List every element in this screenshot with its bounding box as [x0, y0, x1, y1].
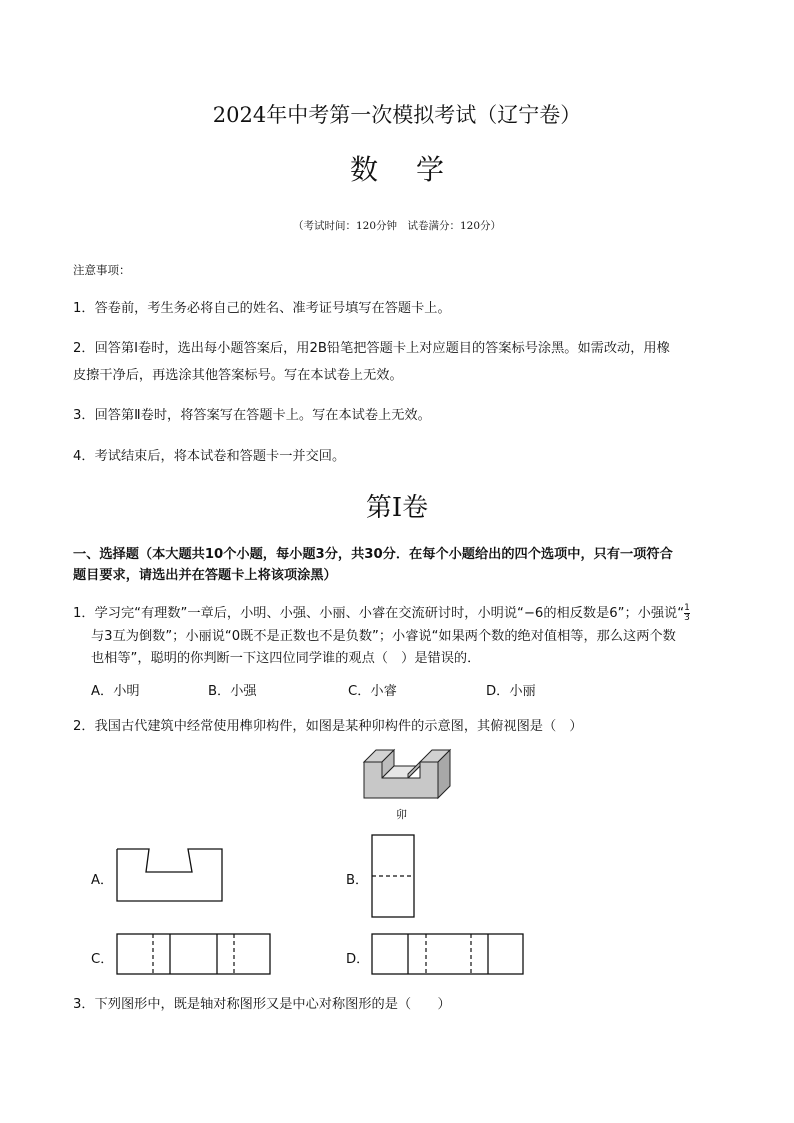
q1-option-c[interactable]: C．小睿: [348, 684, 397, 699]
notice-item-3: 3．回答第Ⅱ卷时，将答案写在答题卡上。写在本试卷上无效。: [73, 408, 431, 423]
q2-option-b-figure[interactable]: [371, 834, 417, 920]
exam-info: （考试时间：120分钟 试卷满分：120分）: [292, 220, 502, 232]
q2-option-d-figure[interactable]: [371, 933, 527, 977]
q1-frac-den: 3: [684, 612, 690, 623]
q2-option-a-label[interactable]: A．: [91, 873, 114, 888]
q3-stem: 3．下列图形中，既是轴对称图形又是中心对称图形的是（ ）: [73, 997, 451, 1012]
volume-title: 第Ⅰ卷: [365, 493, 429, 523]
q2-stem: 2．我国古代建筑中经常使用榫卯构件，如图是某种卯构件的示意图，其俯视图是（ ）: [73, 719, 583, 734]
section1-heading: 一、选择题（本大题共10个小题，每小题3分，共30分．在每个小题给出的四个选项中，只有一项符合: [73, 547, 673, 562]
q1-line1-text: 1．学习完“有理数”一章后，小明、小强、小丽、小睿在交流研讨时，小明说“−6的相反数是6”；小强说“: [73, 606, 685, 621]
q2-option-a-figure[interactable]: [116, 848, 226, 904]
q1-frac-num: 1: [684, 602, 690, 613]
mortise-figure: [360, 746, 456, 802]
q2-option-b-label[interactable]: B．: [346, 873, 369, 888]
q1-fraction: [684, 604, 690, 623]
q1-option-a[interactable]: A．小明: [91, 684, 140, 699]
q1-line3: 也相等”，聪明的你判断一下这四位同学谁的观点（ ）是错误的．: [91, 651, 481, 666]
q2-option-c-label[interactable]: C．: [91, 952, 114, 967]
notice-item-2: 2．回答第Ⅰ卷时，选出每小题答案后，用2B铅笔把答题卡上对应题目的答案标号涂黑。如需改动，用橡: [73, 341, 670, 356]
q1-line2: 与3互为倒数”；小丽说“0既不是正数也不是负数”；小睿说“如果两个数的绝对值相等，那么这两个数: [91, 629, 676, 644]
mortise-caption: 卯: [396, 808, 407, 821]
q2-option-d-label[interactable]: D．: [346, 952, 370, 967]
section1-heading-cont: 题目要求，请选出并在答题卡上将该项涂黑）: [73, 568, 337, 583]
q1-line1: [73, 602, 690, 623]
q2-option-c-figure[interactable]: [116, 933, 274, 977]
notice-item-1: 1．答卷前，考生务必将自己的姓名、准考证号填写在答题卡上。: [73, 301, 451, 316]
q1-option-d[interactable]: D．小丽: [486, 684, 536, 699]
subject-title: 数学: [349, 153, 482, 186]
notice-item-4: 4．考试结束后，将本试卷和答题卡一并交回。: [73, 449, 346, 464]
q1-option-b[interactable]: B．小强: [208, 684, 257, 699]
notice-item-2-cont: 皮擦干净后，再选涂其他答案标号。写在本试卷上无效。: [73, 368, 403, 383]
exam-title: 2024年中考第一次模拟考试（辽宁卷）: [212, 103, 582, 127]
notice-heading: 注意事项：: [73, 263, 131, 277]
